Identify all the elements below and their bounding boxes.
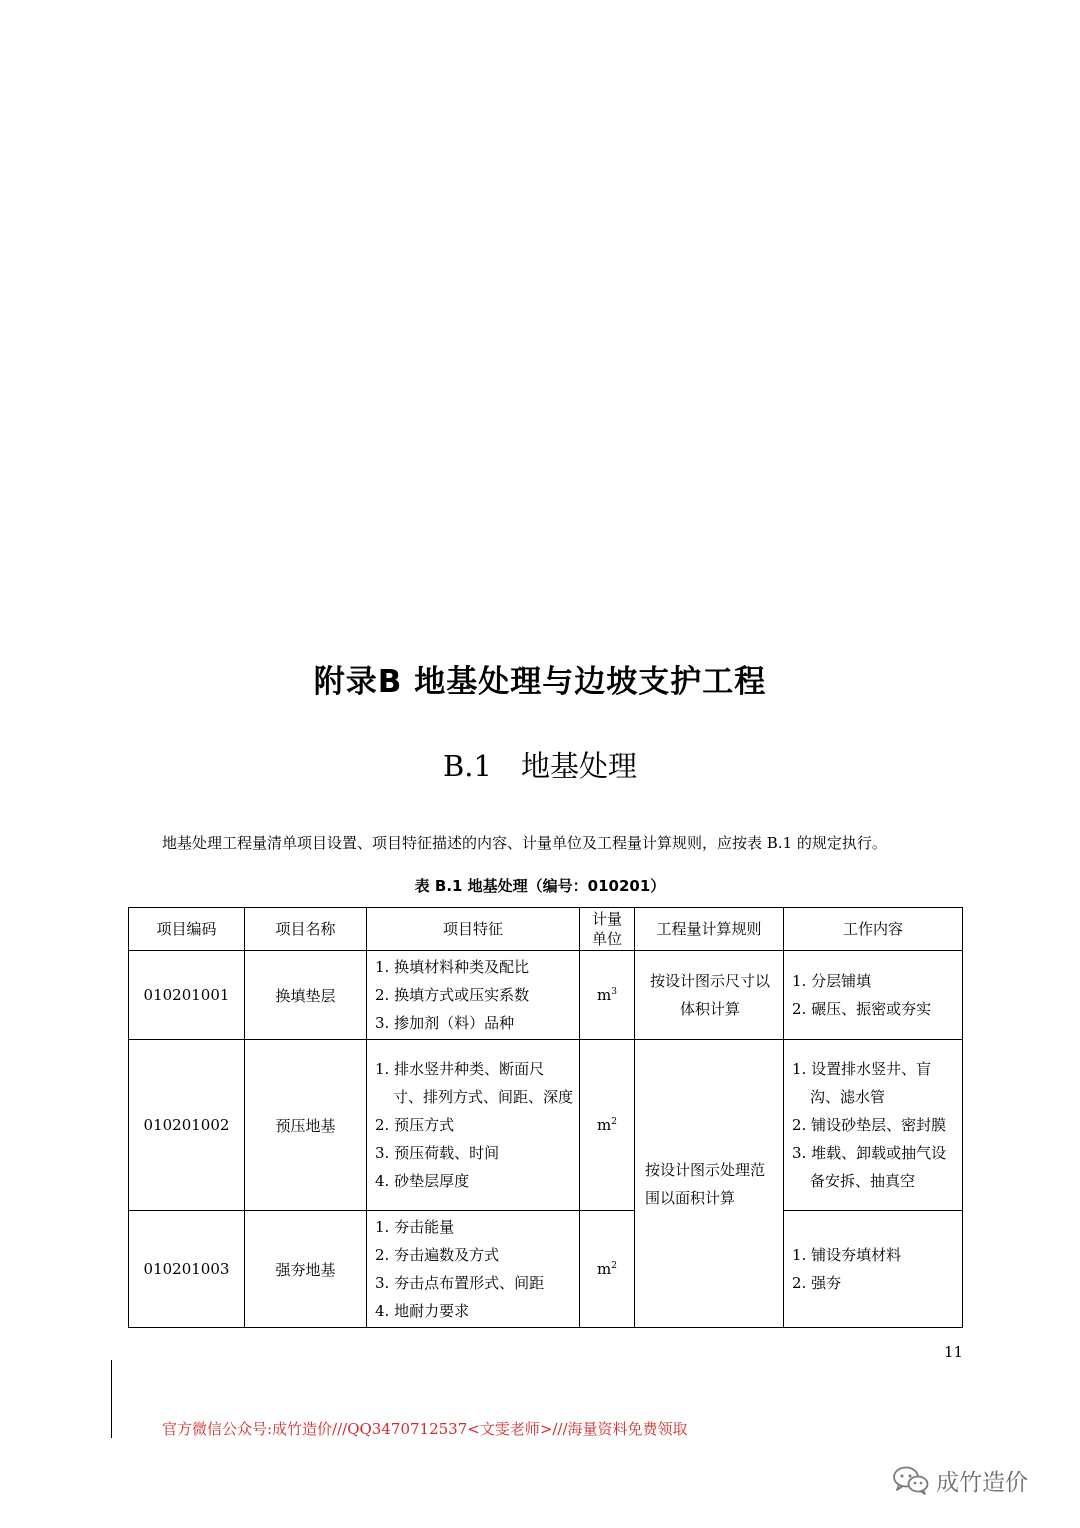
page-number: 11 (944, 1343, 964, 1361)
row-features (367, 1040, 580, 1211)
row-unit (580, 951, 635, 1040)
unit-base: m (597, 986, 612, 1004)
row-name: 预压地基 (245, 1040, 367, 1211)
intro-paragraph: 地基处理工程量清单项目设置、项目特征描述的内容、计量单位及工程量计算规则，应按表 B.1 的规定执行。 (162, 834, 887, 852)
header-unit-line2: 单位 (591, 930, 622, 948)
header-work: 工作内容 (784, 908, 963, 951)
row-name: 换填垫层 (245, 951, 367, 1040)
feature-item: 4. 砂垫层厚度 (375, 1172, 470, 1190)
work-item: 2. 碾压、振密或夯实 (792, 1000, 932, 1018)
row-rule-merged (635, 1040, 784, 1328)
header-unit-line1: 计量 (591, 910, 622, 928)
wechat-icon (892, 1465, 930, 1495)
table-row (129, 1211, 963, 1328)
header-rule: 工程量计算规则 (635, 908, 784, 951)
row-features (367, 951, 580, 1040)
row-unit (580, 1040, 635, 1211)
feature-item: 2. 换填方式或压实系数 (375, 986, 530, 1004)
feature-item: 3. 夯击点布置形式、间距 (375, 1274, 545, 1292)
feature-item: 1. 排水竖井种类、断面尺寸、排列方式、间距、深度 (375, 1060, 574, 1106)
row-features (367, 1211, 580, 1328)
work-item: 1. 铺设夯填材料 (792, 1246, 902, 1264)
row-code: 010201002 (129, 1040, 245, 1211)
header-code: 项目编码 (129, 908, 245, 951)
unit-base: m (597, 1116, 612, 1134)
rule-text: 按设计图示尺寸以体积计算 (649, 972, 770, 1018)
feature-item: 2. 夯击遍数及方式 (375, 1246, 500, 1264)
margin-rule (111, 1360, 112, 1438)
work-item: 1. 设置排水竖井、盲沟、滤水管 (792, 1060, 932, 1106)
header-name: 项目名称 (245, 908, 367, 951)
table-row (129, 1040, 963, 1211)
table-header-row (129, 908, 963, 951)
chapter-title: 附录B 地基处理与边坡支护工程 (313, 664, 767, 700)
feature-item: 3. 掺加剂（料）品种 (375, 1014, 515, 1032)
row-rule (635, 951, 784, 1040)
feature-item: 1. 夯击能量 (375, 1218, 455, 1236)
unit-exponent: 2 (611, 1261, 617, 1271)
work-item: 2. 铺设砂垫层、密封膜 (792, 1116, 947, 1134)
feature-item: 2. 预压方式 (375, 1116, 455, 1134)
feature-item: 1. 换填材料种类及配比 (375, 958, 530, 976)
row-code: 010201001 (129, 951, 245, 1040)
work-item: 2. 强夯 (792, 1274, 842, 1292)
header-features: 项目特征 (367, 908, 580, 951)
header-unit (580, 908, 635, 951)
row-work (784, 951, 963, 1040)
work-item: 1. 分层铺填 (792, 972, 872, 990)
row-unit (580, 1211, 635, 1328)
rule-text: 按设计图示处理范围以面积计算 (645, 1160, 766, 1207)
work-item: 3. 堆载、卸载或抽气设备安拆、抽真空 (792, 1144, 947, 1190)
unit-exponent: 3 (611, 987, 617, 997)
row-work (784, 1040, 963, 1211)
row-work (784, 1211, 963, 1328)
watermark-text: 成竹造价 (936, 1469, 1028, 1496)
unit-exponent: 2 (611, 1117, 617, 1127)
footer-note: 官方微信公众号:成竹造价///QQ3470712537<文雯老师>///海量资料免费领取 (162, 1420, 688, 1438)
row-code: 010201003 (129, 1211, 245, 1328)
feature-item: 3. 预压荷载、时间 (375, 1144, 500, 1162)
ground-treatment-table (128, 907, 963, 1328)
watermark (892, 1462, 1028, 1498)
table-caption: 表 B.1 地基处理（编号：010201） (414, 877, 666, 895)
feature-item: 4. 地耐力要求 (375, 1302, 470, 1320)
section-title: B.1 地基处理 (443, 749, 637, 783)
unit-base: m (597, 1260, 612, 1278)
row-name: 强夯地基 (245, 1211, 367, 1328)
table-row (129, 951, 963, 1040)
